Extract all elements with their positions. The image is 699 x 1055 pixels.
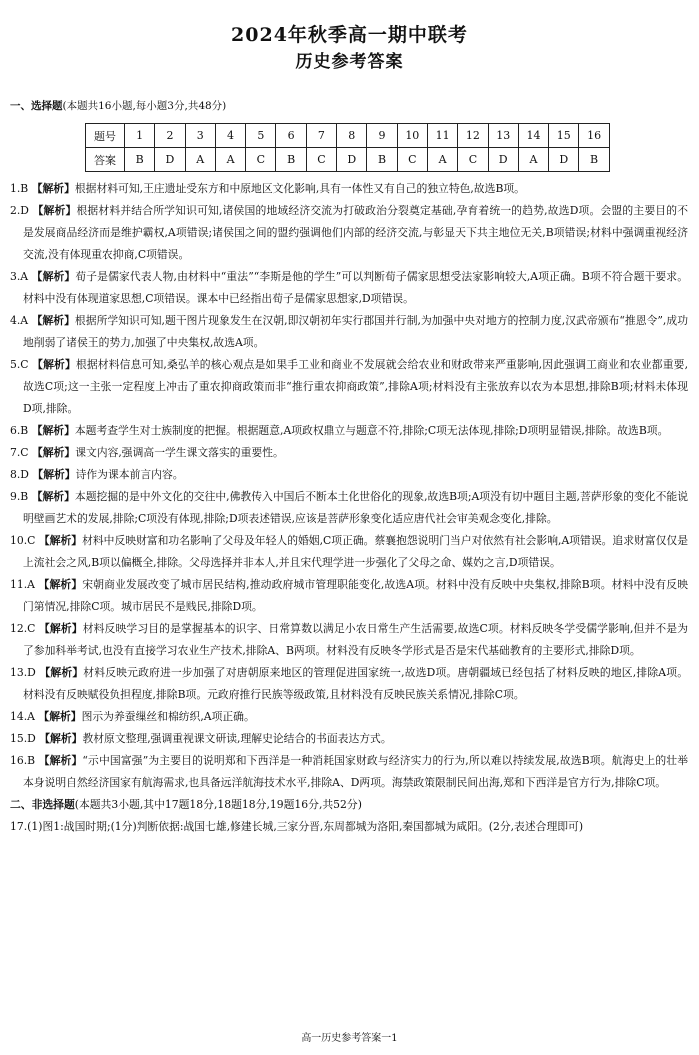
section1-heading	[10, 98, 226, 113]
answer-cell: A	[518, 148, 548, 172]
answer-cell: B	[579, 148, 609, 172]
explanation-item	[10, 618, 688, 662]
explanation-item	[10, 706, 688, 728]
analysis-tag: 【解析】	[31, 314, 75, 327]
analysis-tag: 【解析】	[38, 578, 83, 591]
question-number-cell: 12	[458, 124, 488, 148]
item-number: 11.A	[10, 578, 35, 591]
explanation-item	[10, 266, 688, 310]
item-text: 图示为养蚕缫丝和棉纺织,A项正确。	[81, 710, 255, 723]
answer-cell: A	[215, 148, 245, 172]
question-number-cell: 15	[549, 124, 579, 148]
section2-note: (本题共3小题,其中17题18分,18题18分,19题16分,共52分)	[74, 798, 362, 811]
item-number: 16.B	[10, 754, 36, 767]
page-subtitle: 历史参考答案	[295, 52, 404, 72]
question-number-cell: 8	[337, 124, 367, 148]
question-number-cell: 6	[276, 124, 306, 148]
answer-table	[85, 123, 610, 172]
question-number-cell: 4	[215, 124, 245, 148]
item-text: 根据所学知识可知,题干图片现象发生在汉朝,即汉朝初年实行郡国并行制,为加强中央对地方的控制力度,汉武帝颁布“推恩令”,成功地削弱了诸侯王的势力,加强了中央集权,故选A项。	[23, 314, 689, 349]
row-label-number: 题号	[86, 124, 125, 148]
question-number-cell: 1	[125, 124, 155, 148]
explanation-item	[10, 310, 688, 354]
item-text: “示中国富强”为主要目的说明郑和下西洋是一种消耗国家财政与经济实力的行为,所以难以持续发展,故选B项。航海史上的壮举本身说明自然经济国家有航海需求,也具备远洋航海技术水平,排除A、D两项。海禁政策限制民间出海,郑和下西洋是官方行为,排除C项。	[23, 754, 689, 789]
explanation-item	[10, 750, 688, 794]
question-number-cell: 11	[427, 124, 457, 148]
question-number-cell: 10	[397, 124, 427, 148]
item-number: 15.D	[10, 732, 36, 745]
analysis-tag: 【解析】	[32, 446, 76, 459]
item-text: 诗作为课本前言内容。	[75, 468, 184, 481]
answer-cell: A	[427, 148, 457, 172]
item-text: 教材原文整理,强调重视课文研读,理解史论结合的书面表达方式。	[82, 732, 392, 745]
item-number: 12.C	[10, 622, 36, 635]
item-number: 6.B	[10, 424, 29, 437]
item-number: 8.D	[10, 468, 29, 481]
item-number: 2.D	[10, 204, 29, 217]
item-number: 14.A	[10, 710, 35, 723]
question-number-cell: 5	[246, 124, 276, 148]
explanation-item	[10, 178, 688, 200]
analysis-tag: 【解析】	[39, 622, 83, 635]
explanation-item	[10, 486, 688, 530]
question-17-answer: 17.(1)图1:战国时期;(1分)判断依据:战国七雄,修建长城,三家分晋,东周都城为洛阳,秦国都城为咸阳。(2分,表述合理即可)	[10, 820, 584, 833]
answer-table-row-answers	[86, 148, 610, 172]
answer-cell: C	[397, 148, 427, 172]
answer-cell: B	[276, 148, 306, 172]
item-text: 根据材料信息可知,桑弘羊的核心观点是如果手工业和商业不发展就会给农业和财政带来严重影响,因此强调工商业和农业都重要,故选C项;这一主张一定程度上冲击了重农抑商政策而非“推行重农抑商政策”,排除A项;材料没有主张放弃以农为本思想,排除B项;材料未体现D项,排除。	[23, 358, 688, 415]
question-number-cell: 9	[367, 124, 397, 148]
item-number: 10.C	[10, 534, 36, 547]
item-number: 1.B	[10, 182, 29, 195]
analysis-tag: 【解析】	[32, 468, 76, 481]
item-text: 课文内容,强调高一学生课文落实的重要性。	[75, 446, 284, 459]
item-text: 材料中反映财富和功名影响了父母及年轻人的婚姻,C项正确。蔡襄抱怨说明门当户对依然有社会影响,A项错误。追求财富仅仅是上流社会之风,B项以偏概全,排除。父母选择并非本人,并且宋代理学进一步强化了父母之命、媒妁之言,D项错误。	[23, 534, 689, 569]
analysis-tag: 【解析】	[32, 358, 76, 371]
item-number: 13.D	[10, 666, 36, 679]
explanation-item	[10, 442, 688, 464]
item-text: 根据材料可知,王庄遗址受东方和中原地区文化影响,具有一体性又有自己的独立特色,故选B项。	[74, 182, 525, 195]
item-text: 本题挖掘的是中外文化的交往中,佛教传入中国后不断本土化世俗化的现象,故选B项;A项没有切中题目主题,菩萨形象的变化不能说明壁画艺术的发展,排除;C项没有体现,排除;D项表述错误,应该是菩萨形象变化适应唐代社会审美观念变化,排除。	[23, 490, 689, 525]
question-number-cell: 14	[518, 124, 548, 148]
row-label-answer: 答案	[86, 148, 125, 172]
item-text: 根据材料并结合所学知识可知,诸侯国的地域经济交流为打破政治分裂奠定基础,孕育着统一的趋势,故选D项。会盟的主要目的不是发展商品经济而是维护霸权,A项错误;诸侯国之间的盟约强调他们内部的经济交流,与彰显天下共主地位无关,B项错误;材料中强调重视经济交流,没有体现重农抑商,C项错误。	[23, 204, 689, 261]
explanation-item	[10, 200, 688, 266]
answer-cell: D	[337, 148, 367, 172]
item-number: 5.C	[10, 358, 29, 371]
explanation-item	[10, 728, 688, 750]
answer-cell: B	[367, 148, 397, 172]
question-number-cell: 3	[185, 124, 215, 148]
question-number-cell: 16	[579, 124, 609, 148]
answer-cell: C	[306, 148, 336, 172]
answer-cell: D	[155, 148, 185, 172]
explanation-item	[10, 464, 688, 486]
answer-cell: C	[458, 148, 488, 172]
analysis-tag: 【解析】	[31, 182, 75, 195]
explanation-item	[10, 420, 688, 442]
analysis-tag: 【解析】	[31, 490, 75, 503]
analysis-tag: 【解析】	[39, 666, 84, 679]
section2-title: 二、非选择题	[10, 798, 75, 811]
explanation-item	[10, 530, 688, 574]
answer-cell: C	[246, 148, 276, 172]
section1-title: 一、选择题	[10, 100, 63, 112]
item-number: 3.A	[10, 270, 29, 283]
item-text: 宋朝商业发展改变了城市居民结构,推动政府城市管理职能变化,故选A项。材料中没有反映中央集权,排除B项。材料中没有反映门第情况,排除C项。城市居民不是贱民,排除D项。	[23, 578, 689, 613]
analysis-tag: 【解析】	[38, 534, 83, 547]
page-footer: 高一历史参考答案一1	[301, 1033, 398, 1044]
question-number-cell: 13	[488, 124, 518, 148]
answer-explanations	[10, 178, 688, 838]
item-number: 4.A	[10, 314, 29, 327]
question-number-cell: 2	[155, 124, 185, 148]
analysis-tag: 【解析】	[38, 710, 82, 723]
analysis-tag: 【解析】	[39, 732, 83, 745]
section2-heading	[10, 794, 688, 816]
analysis-tag: 【解析】	[31, 424, 75, 437]
item-text: 材料反映元政府进一步加强了对唐朝原来地区的管理促进国家统一,故选D项。唐朝疆域已经包括了材料反映的地区,排除A项。材料没有反映赋役负担程度,排除B项。元政府推行民族等级政策,且材料没有反映民族关系情况,排除C项。	[23, 666, 688, 701]
item-number: 9.B	[10, 490, 29, 503]
explanation-item	[10, 662, 688, 706]
answer-cell: A	[185, 148, 215, 172]
explanation-item	[10, 574, 688, 618]
answer-cell: D	[488, 148, 518, 172]
analysis-tag: 【解析】	[32, 204, 77, 217]
answer-cell: D	[549, 148, 579, 172]
answer-cell: B	[125, 148, 155, 172]
item-text: 本题考查学生对士族制度的把握。根据题意,A项政权鼎立与题意不符,排除;C项无法体现,排除;D项明显错误,排除。故选B项。	[74, 424, 669, 437]
section1-note: (本题共16小题,每小题3分,共48分)	[62, 100, 227, 112]
analysis-tag: 【解析】	[31, 270, 76, 283]
item-number: 7.C	[10, 446, 29, 459]
item-text: 荀子是儒家代表人物,由材料中“重法”“李斯是他的学生”可以判断荀子儒家思想受法家影响较大,A项正确。B项不符合题干要求。材料中没有体现道家思想,C项错误。课本中已经指出荀子是儒家思想家,D项错误。	[23, 270, 689, 305]
question-number-cell: 7	[306, 124, 336, 148]
item-text: 材料反映学习目的是掌握基本的识字、日常算数以满足小农日常生产生活需要,故选C项。材料反映冬学受儒学影响,但并不是为了参加科举考试,也没有直接学习农业生产技术,排除A、B两项。材料没有反映冬学形式是否是宋代基础教育的主要形式,排除D项。	[23, 622, 688, 657]
page-title: 2024年秋季高一期中联考	[231, 24, 468, 46]
explanation-item	[10, 354, 688, 420]
analysis-tag: 【解析】	[38, 754, 83, 767]
answer-table-row-numbers	[86, 124, 610, 148]
